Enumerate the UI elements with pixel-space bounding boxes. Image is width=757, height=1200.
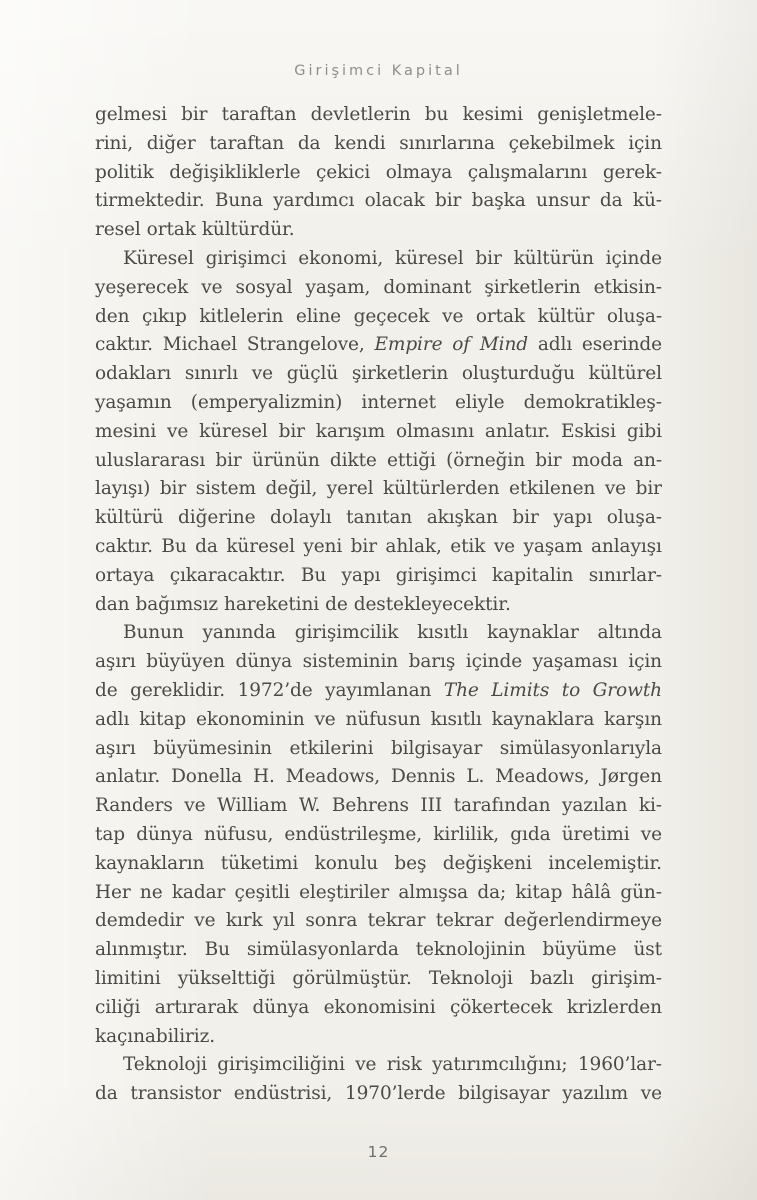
- word: kaynaklar: [487, 622, 579, 644]
- word: William: [217, 795, 288, 817]
- word: hâlâ: [571, 881, 612, 903]
- word: olmaya: [385, 161, 453, 183]
- word: dünya: [235, 651, 293, 673]
- word: Empire: [374, 334, 443, 356]
- word: da: [599, 190, 623, 212]
- word: politik: [95, 161, 154, 183]
- word: girişimciliğini: [217, 1054, 345, 1076]
- word: Bu: [300, 564, 327, 586]
- word: Donella: [171, 766, 243, 788]
- word: çıkaracaktır.: [169, 564, 286, 586]
- word: oluşturduğu: [461, 363, 575, 385]
- word: tarafından: [453, 795, 551, 817]
- word: kültürlerden: [382, 478, 500, 500]
- word: tirmektedir.: [95, 190, 205, 212]
- word: alınmıştır.: [95, 939, 188, 961]
- word: devletlerin: [310, 104, 411, 125]
- word: ve: [355, 1054, 377, 1076]
- word: W.: [298, 795, 321, 817]
- word: yapı: [341, 564, 381, 586]
- text-line: [95, 562, 662, 591]
- word: girişimci: [395, 564, 477, 586]
- word: incelemiştir.: [548, 852, 662, 874]
- word: ve: [493, 535, 516, 557]
- word: üst: [633, 939, 662, 961]
- word: çekebilmek: [508, 132, 615, 154]
- word: küresel: [199, 420, 268, 442]
- text-line: [95, 1051, 662, 1080]
- text-line: [95, 792, 662, 821]
- word: of: [452, 334, 471, 356]
- word: için: [628, 651, 662, 673]
- word: yardımcı: [273, 190, 355, 212]
- text-line: [95, 936, 662, 965]
- word: (örneğin: [446, 449, 526, 471]
- word: bu: [424, 104, 449, 125]
- word: bir: [181, 104, 208, 125]
- word: oluşa-: [606, 507, 662, 529]
- word: to: [561, 679, 581, 701]
- text-line: [95, 245, 662, 274]
- text-line: [95, 504, 662, 533]
- word: kitlelerin: [199, 305, 284, 327]
- word: dolaylı: [270, 507, 332, 529]
- word: gibi: [626, 420, 662, 442]
- word: Randers: [95, 795, 173, 817]
- word: karşın: [604, 708, 662, 730]
- word: bağımsız: [135, 593, 219, 615]
- text-line: [95, 591, 662, 620]
- word: mesini: [95, 420, 157, 442]
- word: gıda: [510, 823, 551, 845]
- word: gelmesi: [95, 104, 167, 125]
- word: aşırı: [95, 737, 136, 759]
- word: gereklidir.: [130, 679, 226, 701]
- word: Mind: [479, 334, 529, 356]
- word: anlayışı: [591, 535, 662, 557]
- word: yazılan: [561, 795, 628, 817]
- word: etik: [450, 535, 486, 557]
- word: Teknoloji: [123, 1054, 207, 1076]
- text-line: [95, 360, 662, 389]
- word: altında: [597, 622, 662, 644]
- word: geçecek: [353, 305, 430, 327]
- paragraph: [95, 101, 662, 245]
- word: ve: [442, 305, 464, 327]
- word: ekonominin: [196, 708, 305, 730]
- word: transistor: [130, 1083, 221, 1105]
- text-line: [95, 159, 662, 188]
- word: yaşam: [523, 535, 583, 557]
- word: limitini: [95, 967, 161, 989]
- word: gün-: [620, 881, 662, 903]
- word: konulu: [314, 852, 379, 874]
- word: yaşamın: [95, 391, 172, 413]
- text-line: [95, 274, 662, 303]
- word: büyüme: [542, 939, 617, 961]
- text-line: [95, 821, 662, 850]
- word: girişimcilik: [294, 622, 399, 644]
- word: yeşerecek: [95, 276, 189, 298]
- word: internet: [361, 391, 436, 413]
- word: büyümesinin: [153, 737, 272, 759]
- word: tekrar: [367, 910, 426, 932]
- word: sosyal: [235, 276, 293, 298]
- word: kesimi: [462, 104, 523, 125]
- word: yatırımcılığını;: [432, 1054, 568, 1076]
- text-line: [95, 389, 662, 418]
- word: adlı: [537, 334, 573, 356]
- word: Teknoloji: [428, 967, 513, 989]
- word: bir: [635, 478, 662, 500]
- word: diğerine: [178, 507, 256, 529]
- word: ortak: [146, 219, 196, 241]
- word: bilgisayar: [458, 1083, 550, 1105]
- word: küresel: [226, 535, 295, 557]
- word: ortaya: [95, 564, 155, 586]
- word: anlatır.: [484, 420, 551, 442]
- word: de: [95, 679, 118, 701]
- word: eliyle: [455, 391, 505, 413]
- word: Limits: [491, 679, 550, 701]
- word: çökertecek: [449, 996, 553, 1018]
- word: girişimci: [205, 247, 287, 269]
- word: kitap: [515, 881, 563, 903]
- word: kitap: [139, 708, 187, 730]
- word: anlatır.: [95, 766, 161, 788]
- word: ve: [184, 795, 206, 817]
- word: caktır.: [95, 334, 153, 356]
- word: sistem: [195, 478, 256, 500]
- word: bir: [434, 190, 462, 212]
- word: eleştiriler: [299, 881, 390, 903]
- word: taraftan: [209, 132, 285, 154]
- word: almışsa: [398, 881, 469, 903]
- text-line: [95, 1080, 662, 1109]
- word: Eskisi: [560, 420, 616, 442]
- text-line: [95, 706, 662, 735]
- text-line: [95, 879, 662, 908]
- word: unsur: [536, 190, 590, 212]
- word: bir: [278, 420, 305, 442]
- running-header: Girişimci Kapital: [294, 63, 463, 79]
- word: etkilenen: [508, 478, 596, 500]
- word: içinde: [465, 651, 523, 673]
- word: bir: [512, 507, 539, 529]
- word: olmasını: [395, 420, 475, 442]
- word: Küresel: [123, 247, 194, 269]
- word: kaçınabiliriz.: [95, 1025, 216, 1047]
- word: çıkıp: [141, 305, 187, 327]
- word: ettiği: [386, 449, 436, 471]
- word: ekonomisini: [323, 996, 436, 1018]
- text-line: [95, 130, 662, 159]
- word: ne: [139, 881, 163, 903]
- text-line: [95, 907, 662, 936]
- word: Buna: [214, 190, 263, 212]
- word: yaşam,: [305, 276, 371, 298]
- word: kültürü: [95, 507, 164, 529]
- word: kırk: [225, 910, 263, 932]
- page-body: [95, 101, 662, 1109]
- word: oluşa-: [606, 305, 662, 327]
- text-line: [95, 187, 662, 216]
- word: krizlerden: [566, 996, 662, 1018]
- word: değerlendirmeye: [503, 910, 662, 932]
- text-line: [95, 447, 662, 476]
- word: de: [325, 593, 348, 615]
- word: bir: [159, 478, 187, 500]
- word: teknolojinin: [415, 939, 526, 961]
- text-line: [95, 1023, 662, 1052]
- word: karışım: [315, 420, 386, 442]
- word: destekleyecektir.: [353, 593, 511, 615]
- word: eserinde: [581, 334, 662, 356]
- word: Behrens: [331, 795, 409, 817]
- word: genişletmele-: [537, 104, 662, 125]
- word: simülasyonlarda: [246, 939, 399, 961]
- word: L.: [466, 766, 485, 788]
- word: için: [628, 132, 662, 154]
- word: etkisin-: [593, 276, 662, 298]
- paragraph: [95, 1051, 662, 1109]
- word: kültür: [537, 305, 595, 327]
- word: ciliği: [95, 996, 141, 1018]
- word: diğer: [146, 132, 196, 154]
- word: değişikliklerle: [169, 161, 301, 183]
- word: güçlü: [286, 363, 339, 385]
- word: bazlı: [529, 967, 574, 989]
- text-line: [95, 331, 662, 360]
- paragraph: [95, 619, 662, 1051]
- word: ve: [640, 1083, 662, 1105]
- word: Michael: [162, 334, 238, 356]
- word: dünya: [136, 823, 193, 845]
- word: kadar: [171, 881, 226, 903]
- text-line: [95, 533, 662, 562]
- word: Strangelove,: [246, 334, 365, 356]
- word: aşırı: [95, 651, 136, 673]
- word: Her: [95, 881, 131, 903]
- word: yanında: [202, 622, 276, 644]
- text-line: [95, 735, 662, 764]
- word: tekrar: [435, 910, 494, 932]
- word: sınırlar-: [588, 564, 662, 586]
- word: hareketini: [224, 593, 320, 615]
- word: yapı: [553, 507, 593, 529]
- word: nüfusun: [345, 708, 421, 730]
- word: kaynakların: [95, 852, 205, 874]
- word: etkilerini: [289, 737, 374, 759]
- word: sınırlarına: [399, 132, 495, 154]
- word: yükselttiği: [177, 967, 276, 989]
- text-line: [95, 850, 662, 879]
- word: sınırlı: [184, 363, 239, 385]
- word: ekonomi,: [298, 247, 384, 269]
- text-line: [95, 619, 662, 648]
- word: dikte: [329, 449, 377, 471]
- word: Meadows,: [285, 766, 381, 788]
- word: tap: [95, 823, 126, 845]
- word: endüstrileşme,: [284, 823, 423, 845]
- word: Jørgen: [600, 766, 662, 788]
- word: nüfusu,: [204, 823, 274, 845]
- word: bir: [535, 449, 562, 471]
- word: dominant: [383, 276, 472, 298]
- word: Bunun: [123, 622, 184, 644]
- word: Bu: [161, 535, 187, 557]
- word: sonra: [305, 910, 358, 932]
- word: kapitalin: [492, 564, 574, 586]
- word: da: [195, 535, 218, 557]
- word: tüketimi: [220, 852, 299, 874]
- word: ve: [167, 420, 189, 442]
- word: yayımlanan: [325, 679, 432, 701]
- word: kültürdür.: [201, 219, 295, 241]
- word: yeni: [303, 535, 343, 557]
- word: moda: [571, 449, 623, 471]
- word: uluslararası: [95, 449, 206, 471]
- word: artırarak: [154, 996, 239, 1018]
- word: eline: [295, 305, 342, 327]
- word: (emperyalizmin): [190, 391, 343, 413]
- word: Meadows,: [495, 766, 590, 788]
- word: ahlak,: [385, 535, 442, 557]
- word: ürünün: [251, 449, 320, 471]
- word: ortak: [475, 305, 526, 327]
- text-line: [95, 418, 662, 447]
- word: III: [420, 795, 443, 817]
- word: kü-: [632, 190, 662, 212]
- text-line: [95, 303, 662, 332]
- word: 1972’de: [237, 679, 313, 701]
- word: ve: [314, 708, 336, 730]
- word: Dennis: [390, 766, 456, 788]
- word: dan: [95, 593, 130, 615]
- word: da;: [477, 881, 507, 903]
- paragraph: [95, 245, 662, 619]
- word: resel: [95, 219, 141, 241]
- word: adlı: [95, 708, 130, 730]
- word: yazılım: [562, 1083, 629, 1105]
- word: risk: [386, 1054, 422, 1076]
- word: değişkeni: [442, 852, 532, 874]
- word: üretimi: [561, 823, 630, 845]
- page-number: 12: [367, 1143, 390, 1161]
- word: kültürün: [513, 247, 594, 269]
- word: sisteminin: [302, 651, 399, 673]
- text-line: [95, 763, 662, 792]
- word: da: [95, 1083, 118, 1105]
- word: simülasyonlarıyla: [499, 737, 662, 759]
- word: yaşaması: [532, 651, 618, 673]
- word: demokratikleş-: [523, 391, 662, 413]
- word: caktır.: [95, 535, 153, 557]
- word: barış: [408, 651, 456, 673]
- word: yıl: [273, 910, 295, 932]
- word: akışkan: [426, 507, 498, 529]
- word: ve: [201, 276, 223, 298]
- word: H.: [252, 766, 275, 788]
- text-line: [95, 216, 662, 245]
- text-line: [95, 965, 662, 994]
- word: taraftan: [221, 104, 297, 125]
- word: bir: [350, 535, 377, 557]
- word: küresel: [395, 247, 464, 269]
- word: kendi: [334, 132, 386, 154]
- word: odakları: [95, 363, 172, 385]
- word: kısıtlı: [417, 622, 469, 644]
- word: çekici: [316, 161, 371, 183]
- word: bir: [215, 449, 242, 471]
- word: değil,: [265, 478, 318, 500]
- word: bir: [475, 247, 502, 269]
- word: Growth: [592, 679, 662, 701]
- word: rini,: [95, 132, 133, 154]
- word: görülmüştür.: [292, 967, 412, 989]
- word: Bu: [204, 939, 230, 961]
- word: şirketlerin: [351, 363, 449, 385]
- word: ve: [194, 910, 216, 932]
- word: 1970’lerde: [344, 1083, 446, 1105]
- word: beş: [394, 852, 427, 874]
- word: ki-: [638, 795, 662, 817]
- word: olacak: [364, 190, 425, 212]
- word: kaynaklara: [491, 708, 595, 730]
- word: başka: [471, 190, 526, 212]
- text-line: [95, 648, 662, 677]
- word: girişim-: [591, 967, 662, 989]
- word: şirketlerin: [484, 276, 581, 298]
- word: kirlilik,: [433, 823, 500, 845]
- text-line: [95, 994, 662, 1023]
- text-line: [95, 677, 662, 706]
- word: bilgisayar: [390, 737, 483, 759]
- word: kültürel: [588, 363, 662, 385]
- word: ve: [251, 363, 273, 385]
- word: demdedir: [95, 910, 184, 932]
- word: 1960’lar-: [577, 1054, 662, 1076]
- word: dünya: [252, 996, 310, 1018]
- word: yerel: [326, 478, 374, 500]
- text-line: [95, 101, 662, 130]
- word: den: [95, 305, 130, 327]
- text-line: [95, 475, 662, 504]
- word: büyüyen: [146, 651, 225, 673]
- word: çeşitli: [234, 881, 290, 903]
- word: çalışmalarını: [467, 161, 588, 183]
- word: kısıtlı: [430, 708, 482, 730]
- word: layışı): [95, 478, 151, 500]
- word: ve: [604, 478, 627, 500]
- word: içinde: [605, 247, 662, 269]
- word: gerek-: [602, 161, 662, 183]
- word: da: [297, 132, 321, 154]
- word: tanıtan: [346, 507, 413, 529]
- word: endüstrisi,: [233, 1083, 333, 1105]
- word: an-: [633, 449, 662, 471]
- word: The: [443, 679, 479, 701]
- word: ve: [640, 823, 662, 845]
